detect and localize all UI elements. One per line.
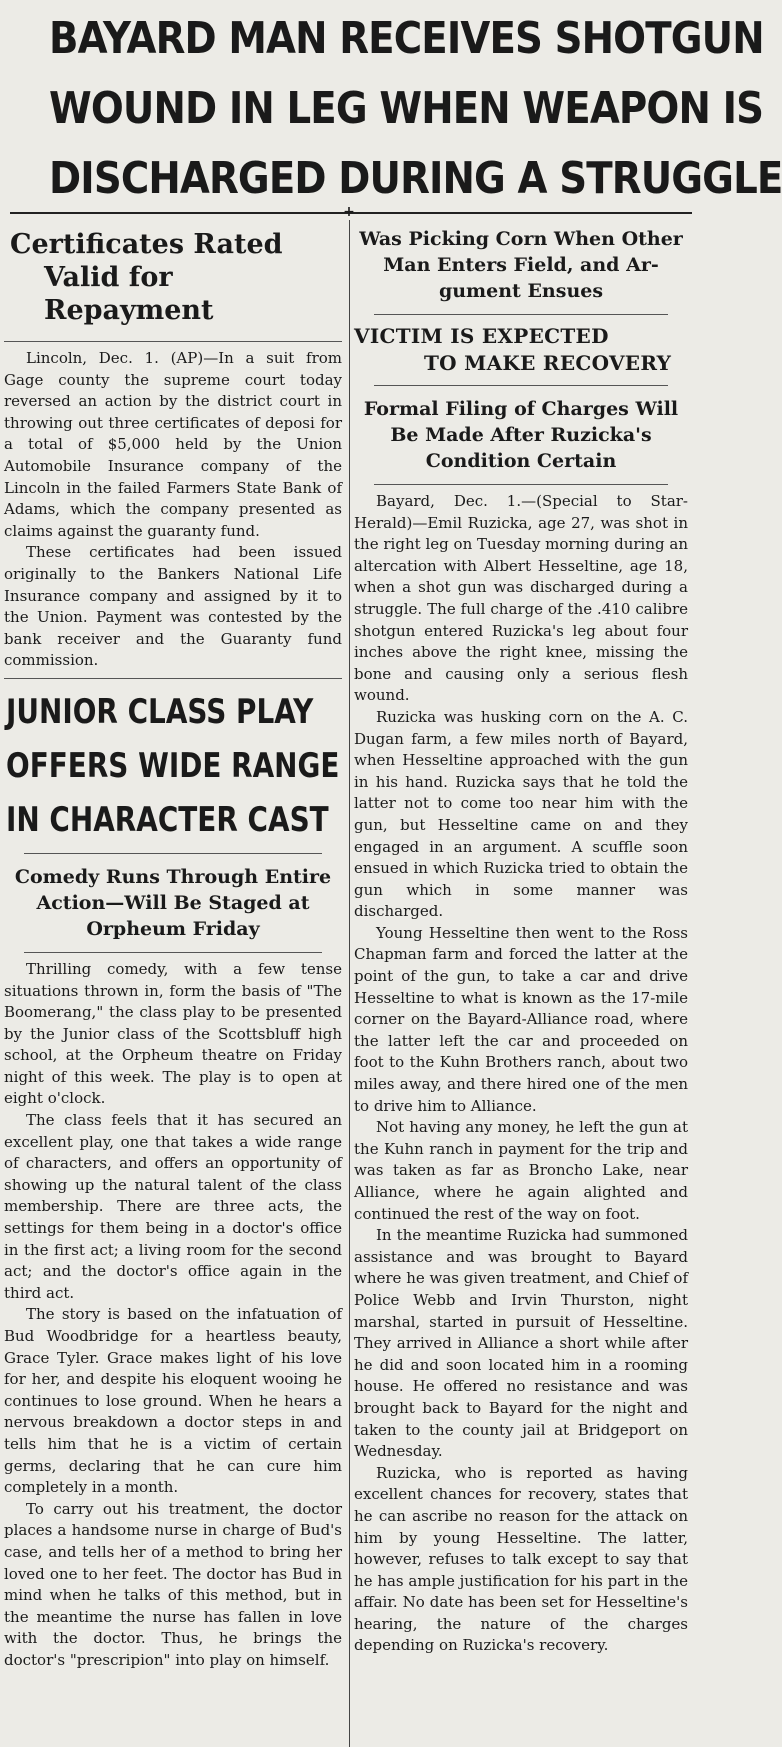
junior-body — [4, 959, 342, 1672]
paragraph: Not having any money, he left the gun at the Kuhn ranch in payment for the trip and was taken as far as Broncho Lake, near Alliance, where he again alighted and continued the rest of the way on foot. — [354, 1118, 688, 1223]
banner-headline — [49, 4, 782, 214]
bayard-deck-line-1: Was Picking Corn When Other — [359, 228, 683, 250]
column-junction-icon: + — [343, 204, 355, 220]
formal-line-1: Formal Filing of Charges Will — [363, 398, 679, 420]
paragraph: To carry out his treatment, the doctor places a handsome nurse in charge of Bud's case, and tells her of a method to bring her loved one to her feet. The doctor has Bud in mind when he talks of this method, but in the meantime the nurse has fallen in love with the doctor. Thus, he brings the doctor's "prescripion" into play on himself. — [4, 1499, 342, 1669]
victim-headline — [354, 323, 688, 377]
junior-sub-line-3: Orpheum Friday — [86, 917, 260, 940]
certificates-body — [4, 348, 342, 672]
junior-sub-line-2: Action—Will Be Staged at — [36, 891, 310, 914]
certificates-headline-line-2: Valid for Repayment — [44, 262, 214, 326]
junior-article — [4, 685, 342, 1672]
divider — [4, 678, 342, 679]
paragraph: These certificates had been issued originally to the Bankers National Life Insurance company and assigned by it to the Union. Payment was contested by the bank receiver and the Guaranty fund commission. — [4, 543, 342, 670]
junior-sub-line-1: Comedy Runs Through Entire — [14, 865, 332, 888]
bayard-deck — [354, 226, 688, 304]
divider — [4, 341, 342, 342]
divider — [374, 484, 668, 485]
junior-headline-line-3: IN CHARACTER CAST — [6, 799, 329, 840]
paragraph: The class feels that it has secured an excellent play, one that takes a wide range of characters, and offers an opportunity of showing up the natural talent of the class membership. There are three acts, the settings for them being in a doctor's office in the first act; a living room for the second act; and the doctor's office again in the third act. — [4, 1111, 342, 1302]
right-column — [354, 222, 688, 1747]
junior-headline-line-1: JUNIOR CLASS PLAY — [6, 691, 314, 732]
banner-line-1: BAYARD MAN RECEIVES SHOTGUN — [49, 13, 764, 64]
paragraph: Ruzicka, who is reported as having excellent chances for recovery, states that he can ascribe no reason for the attack on him by young Hesseltine. The latter, however, refuses to talk except to say that he has ample justification for his part in the affair. No date has been set for Hesseltine's hearing, the nature of the charges depending on Ruzicka's recovery. — [354, 1463, 688, 1655]
bayard-deck-line-2: Man Enters Field, and Ar- — [383, 254, 659, 276]
victim-headline-line-2: TO MAKE RECOVERY — [424, 351, 672, 375]
divider — [24, 952, 322, 953]
formal-line-3: Condition Certain — [425, 450, 617, 472]
victim-headline-line-1: VICTIM IS EXPECTED — [354, 324, 609, 348]
junior-subheadline — [4, 864, 342, 942]
formal-subheadline — [354, 396, 688, 474]
left-column — [4, 220, 342, 1747]
paragraph: Thrilling comedy, with a few tense situations thrown in, form the basis of "The Boomerang," the class play to be presented by the Junior class of the Scottsbluff high school, at the Orpheum theatre on Friday night of this week. The play is to open at eight o'clock. — [4, 959, 342, 1108]
certificates-headline-line-1: Certificates Rated — [10, 229, 283, 260]
formal-line-2: Be Made After Ruzicka's — [390, 424, 652, 446]
banner-line-3: DISCHARGED DURING A STRUGGLE — [49, 153, 782, 204]
paragraph: Lincoln, Dec. 1. (AP)—In a suit from Gage county the supreme court today reversed an action by the district court in throwing out three certificates of deposi for a total of $5,000 held by the Union Automobile Insurance company of the Lincoln in the failed Farmers State Bank of Adams, which the company presented as claims against the guaranty fund. — [4, 349, 342, 540]
column-rule — [349, 220, 350, 1747]
junior-headline-line-2: OFFERS WIDE RANGE — [6, 745, 340, 786]
certificates-headline — [10, 228, 342, 327]
divider — [24, 853, 322, 854]
bayard-deck-line-3: gument Ensues — [438, 280, 604, 302]
divider — [374, 385, 668, 386]
paragraph: In the meantime Ruzicka had summoned assistance and was brought to Bayard where he was given treatment, and Chief of Police Webb and Irvin Thurston, night marshal, started in pursuit of Hesseltine. They arrived in Alliance a short while after he did and soon located him in a rooming house. He offered no resistance and was brought back to Bayard for the night and taken to the county jail at Bridgeport on Wednesday. — [354, 1226, 688, 1461]
banner-line-2: WOUND IN LEG WHEN WEAPON IS — [49, 83, 764, 134]
certificates-article — [4, 228, 342, 672]
paragraph: Bayard, Dec. 1.—(Special to Star-Herald)—Emil Ruzicka, age 27, was shot in the right leg on Tuesday morning during an altercation with Albert Hesseltine, age 18, when a shot gun was discharged during a struggle. The full charge of the .410 calibre shotgun entered Ruzicka's leg about four inches above the right knee, missing the bone and causing only a serious flesh wound. — [354, 492, 688, 705]
bayard-body — [354, 491, 688, 1657]
divider — [374, 314, 668, 315]
paragraph: The story is based on the infatuation of Bud Woodbridge for a heartless beauty, Grace Tyler. Grace makes light of his love for her, and despite his eloquent wooing he continues to lose ground. When he hears a nervous breakdown a doctor steps in and tells him that he is a victim of certain germs, declaring that he can cure him completely in a month. — [4, 1305, 342, 1497]
junior-headline — [6, 685, 340, 847]
paragraph: Young Hesseltine then went to the Ross Chapman farm and forced the latter at the point of the gun, to take a car and drive Hesseltine to what is known as the 17-mile corner on the Bayard-Alliance road, where the latter left the car and proceeded on foot to the Kuhn Brothers ranch, about two miles away, and there hired one of the men to drive him to Alliance. — [354, 923, 688, 1115]
paragraph: Ruzicka was husking corn on the A. C. Dugan farm, a few miles north of Bayard, when Hesseltine approached with the gun in his hand. Ruzicka says that he told the latter not to come too near him with the gun, but Hesseltine came on and they engaged in an argument. A scuffle soon ensued in which Ruzicka tried to obtain the gun which in some manner was discharged. — [354, 707, 688, 921]
